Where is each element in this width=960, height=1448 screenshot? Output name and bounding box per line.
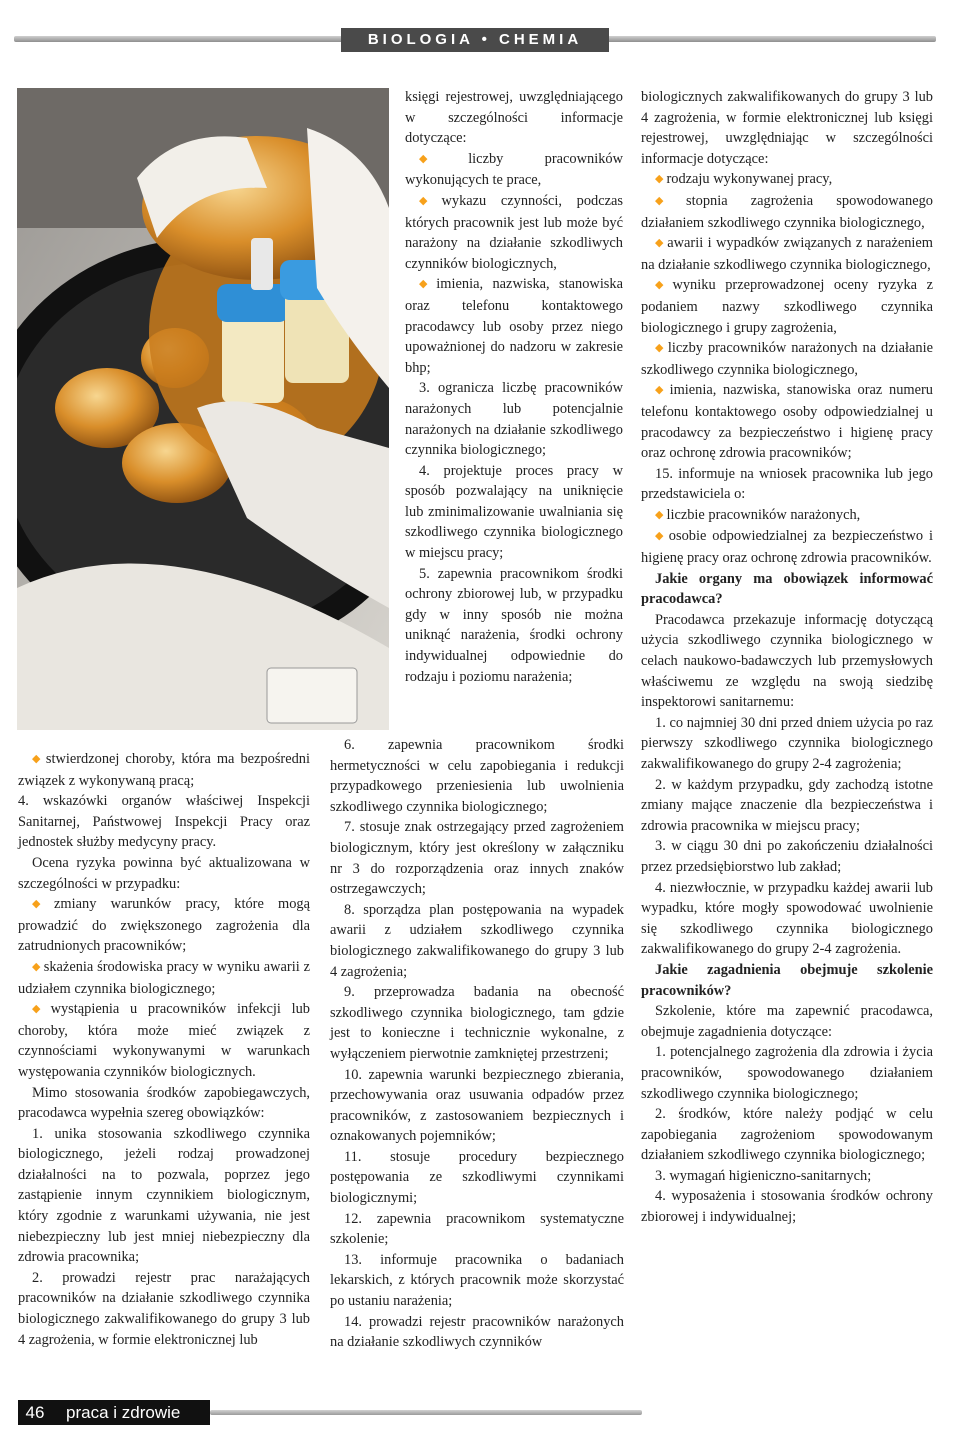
paragraph-text: skażenia środowiska pracy w wyniku awarii z udziałem czynnika biologicznego; (18, 958, 310, 997)
paragraph-text: 3. wymagań higieniczno-sanitarnych; (655, 1167, 872, 1184)
paragraph-text: rodzaju wykonywanej pracy, (666, 171, 833, 188)
bullet-item (641, 338, 933, 380)
paragraph-text: Szkolenie, które ma zapewnić pracodawca, obejmuje zagadnienia dotyczące: (641, 1003, 933, 1040)
paragraph (18, 1124, 310, 1268)
paragraph-text: 2. w każdym przypadku, gdy zachodzą istotne zmiany mające znaczenie dla bezpieczeństwa i zdrowia pracownika w miejscu pracy; (641, 776, 933, 834)
bullet-item (18, 999, 310, 1082)
paragraph (330, 1209, 624, 1250)
paragraph-text: osobie odpowiedzialnej za bezpieczeństwo i higienę pracy oraz ochronę zdrowia pracowników. (641, 528, 933, 567)
diamond-bullet-icon: ◆ (419, 278, 434, 291)
paragraph (330, 1147, 624, 1209)
text-column-right (641, 87, 933, 1228)
section-heading (641, 960, 933, 1001)
paragraph-text: 14. prowadzi rejestr pracowników narażonych na działanie szkodliwych czynników (330, 1313, 624, 1351)
paragraph (18, 1083, 310, 1124)
diamond-bullet-icon: ◆ (655, 530, 666, 543)
paragraph (18, 1268, 310, 1350)
diamond-bullet-icon: ◆ (655, 342, 665, 355)
paragraph-text: 1. potencjalnego zagrożenia dla zdrowia i życia pracowników, spowodowanego działaniem szkodliwego czynnika biologicznego; (641, 1044, 933, 1102)
diamond-bullet-icon: ◆ (32, 1003, 48, 1016)
paragraph-text: 6. zapewnia pracownikom środki hermetyczności w celu zapobiegania i redukcji przypadkowego przeniesienia lub uwolnienia szkodliwego czynnika biologicznego; (330, 737, 624, 815)
bullet-item (405, 149, 623, 191)
paragraph-text: Jakie organy ma obowiązek informować pracodawca? (641, 570, 933, 608)
bullet-item (641, 505, 933, 527)
paragraph-text: biologicznych zakwalifikowanych do grupy 3 lub 4 zagrożenia, w formie elektronicznej lub księgi rejestrowej, uwzględniając w szczególności informacje dotyczące: (641, 89, 933, 167)
diamond-bullet-icon: ◆ (655, 194, 684, 207)
magazine-name: praca i zdrowie (66, 1403, 181, 1422)
diamond-bullet-icon: ◆ (655, 508, 664, 521)
paragraph-text: 5. zapewnia pracownikom środki ochrony zbiorowej lub, w przypadku gdy w inny sposób nie można uniknąć narażenia, środki ochrony indywidualnej odpowiednie do rodzaju i poziomu narażenia; (405, 565, 623, 685)
diamond-bullet-icon: ◆ (32, 960, 41, 973)
paragraph (641, 775, 933, 837)
bullet-item (641, 380, 933, 463)
paragraph-text: imienia, nazwiska, stanowiska oraz telefonu kontaktowego pracodawcy lub osoby przez niego upoważnionej do nadzoru w zakresie bhp; (405, 276, 623, 376)
bullet-item (641, 275, 933, 338)
paragraph-text: Mimo stosowania środków zapobiegawczych, pracodawca wypełnia szereg obowiązków: (18, 1084, 310, 1122)
paragraph (330, 817, 624, 899)
bullet-item (18, 749, 310, 791)
paragraph (405, 378, 623, 460)
paragraph (641, 1166, 933, 1187)
paragraph (330, 982, 624, 1064)
paragraph-text: imienia, nazwiska, stanowiska oraz numeru telefonu kontaktowego osoby odpowiedzialnej u pracodawcy za bezpieczeństwo i higienę pracy oraz ochronę zdrowia pracowników; (641, 382, 933, 462)
paragraph-text: 4. wskazówki organów właściwej Inspekcji Sanitarnej, Państwowej Inspekcji Pracy oraz jednostek służby medycyny pracy. (18, 793, 310, 851)
bullet-item (641, 169, 933, 191)
bullet-item (641, 191, 933, 233)
bullet-item (641, 526, 933, 568)
text-column-middle-wide (330, 735, 624, 1353)
paragraph-text: Ocena ryzyka powinna być aktualizowana w szczególności w przypadku: (18, 854, 310, 892)
paragraph-text: 13. informuje pracownika o badaniach lekarskich, z których pracownik może skorzystać po ustaniu narażenia; (330, 1251, 624, 1310)
paragraph (18, 853, 310, 894)
paragraph (641, 1104, 933, 1166)
diamond-bullet-icon: ◆ (419, 194, 439, 207)
diamond-bullet-icon: ◆ (32, 753, 43, 765)
paragraph (405, 564, 623, 688)
paragraph-text: awarii i wypadków związanych z narażeniem na działanie szkodliwego czynnika biologicznego, (641, 235, 933, 273)
paragraph-text: 1. unika stosowania szkodliwego czynnika biologicznego, jeżeli rodzaj prowadzonej działalności na to pozwala, poprzez jego zastąpienie innym czynnikiem biologicznym, który zgodnie z warunkami używania, nie jest niebezpieczny lub jest mniej niebezpieczny dla zdrowia pracownika; (18, 1125, 310, 1266)
text-column-left (18, 749, 310, 1350)
diamond-bullet-icon: ◆ (655, 384, 667, 397)
paragraph (641, 878, 933, 960)
diamond-bullet-icon: ◆ (655, 279, 670, 292)
paragraph-text: stwierdzonej choroby, która ma bezpośredni związek z wykonywaną pracą; (18, 751, 310, 789)
paragraph-text: 7. stosuje znak ostrzegający przed zagrożeniem biologicznym, który jest określony w załączniku nr 3 do rozporządzenia oraz innych znaków ostrzegawczych; (330, 819, 624, 898)
bullet-item (18, 957, 310, 999)
bullet-item (405, 274, 623, 378)
paragraph (405, 87, 623, 149)
paragraph-text: 9. przeprowadza badania na obecność szkodliwego czynnika biologicznego, tam gdzie jest to konieczne i technicznie wykonalne, z wyłączeniem pierwotnie zamkniętej przestrzeni; (330, 984, 624, 1062)
section-heading (641, 569, 933, 610)
paragraph-text: 11. stosuje procedury bezpiecznego postępowania ze szkodliwymi czynnikami biologicznymi; (330, 1148, 624, 1207)
paragraph-text: 12. zapewnia pracownikom systematyczne szkolenie; (330, 1210, 624, 1248)
diamond-bullet-icon: ◆ (655, 173, 664, 186)
text-column-middle (405, 87, 623, 687)
paragraph (330, 1312, 624, 1353)
section-label: BIOLOGIA • CHEMIA (341, 28, 609, 52)
paragraph-text: zmiany warunków pracy, które mogą prowadzić do zwiększonego zagrożenia dla zatrudnionych pracowników; (18, 896, 310, 955)
paragraph-text: liczby pracowników narażonych na działanie szkodliwego czynnika biologicznego, (641, 340, 933, 378)
paragraph-text: Jakie zagadnienia obejmuje szkolenie pracowników? (641, 961, 933, 999)
paragraph-text: wykazu czynności, podczas których pracownik jest lub może być narażony na działanie szkodliwych czynników biologicznych, (405, 192, 623, 272)
paragraph-text: Pracodawca przekazuje informację dotyczącą użycia szkodliwego czynnika biologicznego w celach naukowo-badawczych lub przemysłowych właściwemu ze względu na swoją siedzibę inspektorowi sanitarnemu: (641, 611, 933, 711)
diamond-bullet-icon: ◆ (655, 237, 665, 250)
paragraph (330, 1065, 624, 1147)
paragraph-text: 10. zapewnia warunki bezpiecznego zbierania, przechowywania oraz usuwania odpadów przez pracowników, z zastosowaniem bezpiecznych i oznakowanych pojemników; (330, 1066, 624, 1145)
paragraph-text: księgi rejestrowej, uwzględniającego w szczególności informacje dotyczące: (405, 89, 623, 147)
paragraph-text: liczbie pracowników narażonych, (666, 506, 861, 523)
paragraph (641, 1186, 933, 1227)
paragraph-text: wyniku przeprowadzonej oceny ryzyka z podaniem nazwy szkodliwego czynnika biologicznego i grupy zagrożenia, (641, 277, 934, 336)
paragraph (641, 1001, 933, 1042)
footer-rule (210, 1410, 642, 1415)
paragraph (641, 713, 933, 775)
paragraph-text: 4. projektuje proces pracy w sposób pozwalający na uniknięcie lub zminimalizowanie uwalniania się szkodliwego czynnika biologicznego w miejscu pracy; (405, 462, 623, 562)
paragraph-text: 3. ogranicza liczbę pracowników narażonych lub potencjalnie narażonych na działanie szkodliwego czynnika biologicznego; (405, 380, 623, 459)
paragraph-text: 1. co najmniej 30 dni przed dniem użycia po raz pierwszy szkodliwego czynnika biologicznego zakwalifikowanego do grupy 2-4 zagrożenia; (641, 714, 933, 772)
paragraph (641, 87, 933, 169)
paragraph (330, 1250, 624, 1312)
paragraph-text: 15. informuje na wniosek pracownika lub jego przedstawiciela o: (641, 465, 933, 503)
paragraph-text: stopnia zagrożenia spowodowanego działaniem szkodliwego czynnika biologicznego, (641, 192, 933, 231)
paragraph (641, 464, 933, 505)
paragraph-text: liczby pracowników wykonujących te prace, (405, 150, 623, 189)
bullet-item (641, 233, 933, 275)
paragraph (641, 1042, 933, 1104)
page-number: 46 (25, 1403, 45, 1422)
paragraph-text: 4. niezwłocznie, w przypadku każdej awarii lub wypadku, które mogły spowodować uwolnienie się szkodliwego czynnika biologicznego zakwalifikowanego do grupy 2-4 zagrożenia. (641, 879, 933, 958)
paragraph-text: 8. sporządza plan postępowania na wypadek awarii z udziałem szkodliwego czynnika biologicznego zakwalifikowanego do grupy 3 lub 4 zagrożenia; (330, 901, 624, 980)
paragraph (330, 735, 624, 817)
diamond-bullet-icon: ◆ (419, 152, 466, 165)
paragraph (641, 610, 933, 713)
paragraph-text: 3. w ciągu 30 dni po zakończeniu działalności przez przedsiębiorstwo lub zakład; (641, 838, 933, 875)
paragraph (641, 836, 933, 877)
paragraph (18, 791, 310, 853)
paragraph-text: 2. środków, które należy podjąć w celu zapobiegania zagrożeniom spowodowanym działaniem szkodliwego czynnika biologicznego; (641, 1106, 933, 1164)
paragraph-text: 2. prowadzi rejestr prac narażających pracowników na działanie szkodliwego czynnika biologicznego zakwalifikowanego do grupy 3 lub 4 zagrożenia, w formie elektronicznej lub (18, 1269, 310, 1348)
diamond-bullet-icon: ◆ (32, 898, 52, 911)
footer-bar (18, 1400, 210, 1425)
bullet-item (18, 894, 310, 957)
bullet-item (405, 191, 623, 274)
paragraph-text: wystąpienia u pracowników infekcji lub choroby, która może mieć związek z czynnościami wykonywanymi w warunkach występowania czynników biologicznych. (18, 1001, 310, 1080)
paragraph-text: 4. wyposażenia i stosowania środków ochrony zbiorowej i indywidualnej; (641, 1188, 933, 1226)
paragraph (330, 900, 624, 982)
paragraph (405, 461, 623, 564)
lab-centrifuge-photo (17, 88, 389, 730)
